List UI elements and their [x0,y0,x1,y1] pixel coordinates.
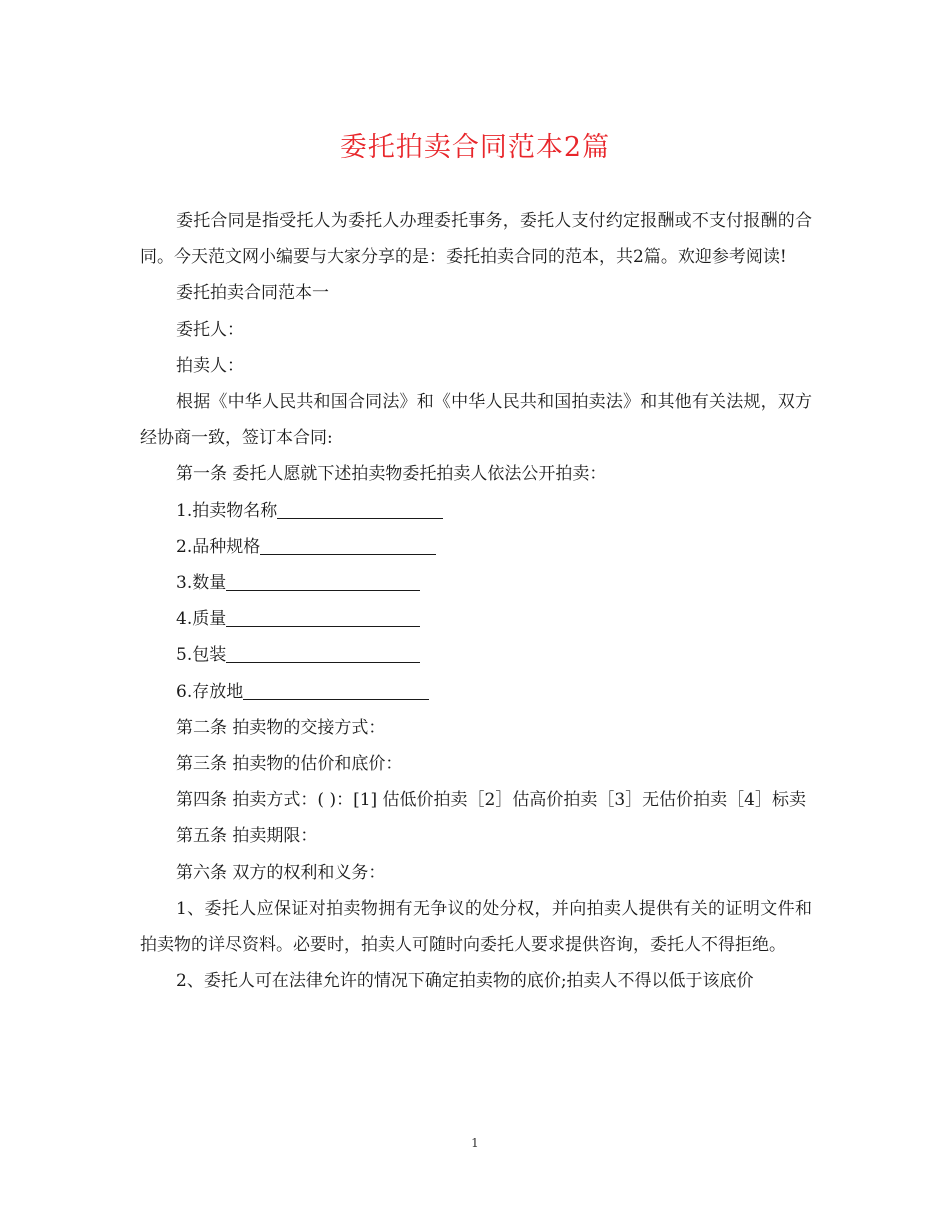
item-label: 5.包装 [176,645,227,666]
fill-in-blank [226,644,420,663]
page-number: 1 [471,1136,479,1150]
item-label: 1.拍卖物名称 [176,500,278,521]
article-5: 第五条 拍卖期限： [176,826,318,847]
section-heading: 委托拍卖合同范本一 [176,283,329,304]
article-6: 第六条 双方的权利和义务： [176,862,386,883]
fill-in-blank [277,500,443,519]
fill-in-blank [260,536,436,555]
item-line-name [140,493,812,529]
item-label: 3.数量 [176,573,227,594]
item-line-spec [140,529,812,565]
item-line-storage [140,674,812,710]
clause-1: 1、委托人应保证对拍卖物拥有无争议的处分权，并向拍卖人提供有关的证明文件和拍卖物的详尽资料。必要时，拍卖人可随时向委托人要求提供咨询，委托人不得拒绝。 [140,898,812,956]
article-2: 第二条 拍卖物的交接方式： [176,717,386,738]
article-4: 第四条 拍卖方式：( )：[1] 估低价拍卖［2］估高价拍卖［3］无估价拍卖［4］标卖 [176,790,807,811]
item-line-quantity [140,565,812,601]
item-label: 4.质量 [176,609,227,630]
article-3: 第三条 拍卖物的估价和底价： [176,754,403,775]
intro-paragraph: 委托合同是指受托人为委托人办理委托事务，委托人支付约定报酬或不支付报酬的合同。今天范文网小编要与大家分享的是：委托拍卖合同的范本，共2篇。欢迎参考阅读! [140,211,812,268]
item-line-packaging [140,637,812,673]
item-label: 6.存放地 [176,681,244,702]
clause-2: 2、委托人可在法律允许的情况下确定拍卖物的底价;拍卖人不得以低于该底价 [176,971,754,992]
item-label: 2.品种规格 [176,536,261,557]
article-1: 第一条 委托人愿就下述拍卖物委托拍卖人依法公开拍卖： [176,464,607,485]
fill-in-blank [226,608,420,627]
document-title: 委托拍卖合同范本2篇 [339,132,611,163]
fill-in-blank [226,572,420,591]
fill-in-blank [243,681,429,700]
auctioneer-label: 拍卖人： [176,355,244,376]
document-body [140,203,812,999]
principal-label: 委托人： [176,319,244,340]
basis-clause: 根据《中华人民共和国合同法》和《中华人民共和国拍卖法》和其他有关法规，双方经协商一致，签订本合同: [140,392,812,449]
item-line-quality [140,601,812,637]
